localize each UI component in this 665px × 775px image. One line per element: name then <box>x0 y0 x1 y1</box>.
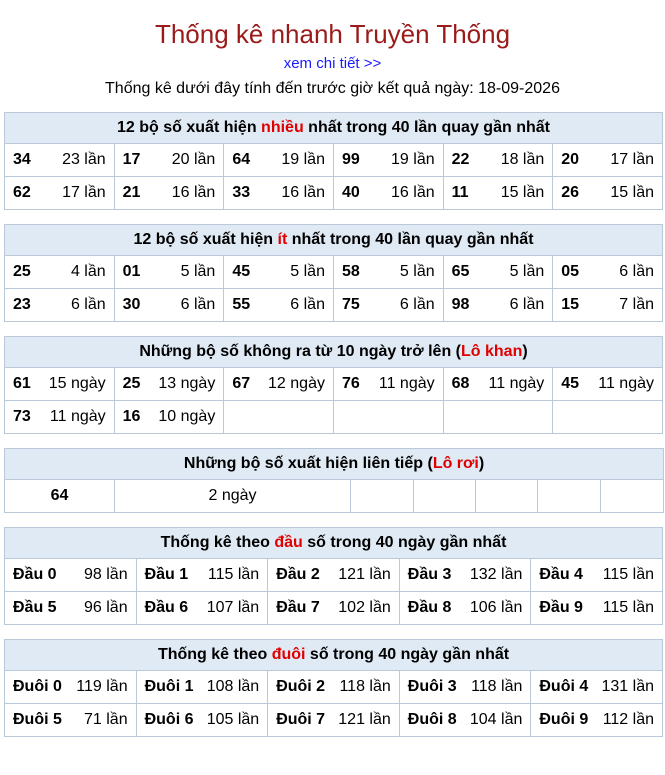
stat-cell: 16 10 ngày <box>114 401 224 434</box>
stat-cell: 76 11 ngày <box>333 368 443 401</box>
most-frequent-header: 12 bộ số xuất hiện nhiều nhất trong 40 lần quay gần nhất <box>5 113 663 144</box>
page-title: Thống kê nhanh Truyền Thống <box>154 19 511 49</box>
lo-roi-header: Những bộ số xuất hiện liên tiếp (Lô rơi) <box>5 449 664 480</box>
dau-table <box>4 527 663 625</box>
dau-header: Thống kê theo đầu số trong 40 ngày gần nhất <box>5 528 663 559</box>
stat-cell: 11 15 lần <box>443 177 553 210</box>
empty-cell <box>601 480 664 513</box>
stat-cell: Đuôi 1 108 lần <box>136 671 268 704</box>
lo-roi-days: 2 ngày <box>115 480 351 513</box>
stat-cell: 45 5 lần <box>224 256 334 289</box>
stat-cell: Đuôi 0 119 lần <box>5 671 137 704</box>
stat-cell: 99 19 lần <box>333 144 443 177</box>
lo-khan-header: Những bộ số không ra từ 10 ngày trở lên (Lô khan) <box>5 337 663 368</box>
stat-cell: Đầu 5 96 lần <box>5 592 137 625</box>
stat-cell: Đuôi 9 112 lần <box>531 704 663 737</box>
least-frequent-table <box>4 224 663 322</box>
empty-cell <box>333 401 443 434</box>
stat-cell: 40 16 lần <box>333 177 443 210</box>
stat-cell: Đầu 7 102 lần <box>268 592 400 625</box>
empty-cell <box>553 401 663 434</box>
stat-cell: 98 6 lần <box>443 289 553 322</box>
stat-cell: 65 5 lần <box>443 256 553 289</box>
duoi-table <box>4 639 663 737</box>
stat-cell: 25 4 lần <box>5 256 115 289</box>
stat-cell: Đầu 2 121 lần <box>268 559 400 592</box>
stat-cell: 17 20 lần <box>114 144 224 177</box>
stat-cell: 68 11 ngày <box>443 368 553 401</box>
stat-cell: 73 11 ngày <box>5 401 115 434</box>
least-frequent-header: 12 bộ số xuất hiện ít nhất trong 40 lần quay gần nhất <box>5 225 663 256</box>
empty-cell <box>414 480 476 513</box>
duoi-header: Thống kê theo đuôi số trong 40 ngày gần nhất <box>5 640 663 671</box>
stat-cell: Đầu 8 106 lần <box>399 592 531 625</box>
stat-cell: 05 6 lần <box>553 256 663 289</box>
stat-cell: 33 16 lần <box>224 177 334 210</box>
empty-cell <box>351 480 414 513</box>
stat-cell: Đầu 0 98 lần <box>5 559 137 592</box>
stat-cell: 25 13 ngày <box>114 368 224 401</box>
stat-cell: Đuôi 3 118 lần <box>399 671 531 704</box>
stat-cell: 30 6 lần <box>114 289 224 322</box>
stat-cell: 62 17 lần <box>5 177 115 210</box>
stat-cell: Đầu 9 115 lần <box>531 592 663 625</box>
page-subtitle: Thống kê dưới đây tính đến trước giờ kết quả ngày: 18-09-2026 <box>105 80 560 97</box>
stat-cell: 75 6 lần <box>333 289 443 322</box>
stat-cell: Đuôi 2 118 lần <box>268 671 400 704</box>
stat-cell: Đuôi 8 104 lần <box>399 704 531 737</box>
empty-cell <box>443 401 553 434</box>
stat-cell: 01 5 lần <box>114 256 224 289</box>
stat-cell: 20 17 lần <box>553 144 663 177</box>
lo-roi-number: 64 <box>5 480 115 513</box>
stat-cell: Đầu 6 107 lần <box>136 592 268 625</box>
empty-cell <box>224 401 334 434</box>
empty-cell <box>538 480 601 513</box>
lo-khan-table <box>4 336 663 434</box>
stat-cell: Đầu 4 115 lần <box>531 559 663 592</box>
stat-cell: Đuôi 6 105 lần <box>136 704 268 737</box>
stat-cell: 58 5 lần <box>333 256 443 289</box>
lo-roi-table <box>4 448 664 513</box>
stat-cell: 67 12 ngày <box>224 368 334 401</box>
most-frequent-table <box>4 112 663 210</box>
stat-cell: 22 18 lần <box>443 144 553 177</box>
stat-cell: Đầu 1 115 lần <box>136 559 268 592</box>
stat-cell: Đuôi 4 131 lần <box>531 671 663 704</box>
stat-cell: 15 7 lần <box>553 289 663 322</box>
stat-cell: Đuôi 5 71 lần <box>5 704 137 737</box>
stat-cell: 45 11 ngày <box>553 368 663 401</box>
stat-cell: 26 15 lần <box>553 177 663 210</box>
stat-cell: 61 15 ngày <box>5 368 115 401</box>
stat-cell: 21 16 lần <box>114 177 224 210</box>
stat-cell: 64 19 lần <box>224 144 334 177</box>
stat-cell: 34 23 lần <box>5 144 115 177</box>
stat-cell: 55 6 lần <box>224 289 334 322</box>
view-details-link[interactable]: xem chi tiết >> <box>283 55 382 72</box>
empty-cell <box>476 480 538 513</box>
stat-cell: Đầu 3 132 lần <box>399 559 531 592</box>
stat-cell: 23 6 lần <box>5 289 115 322</box>
stat-cell: Đuôi 7 121 lần <box>268 704 400 737</box>
